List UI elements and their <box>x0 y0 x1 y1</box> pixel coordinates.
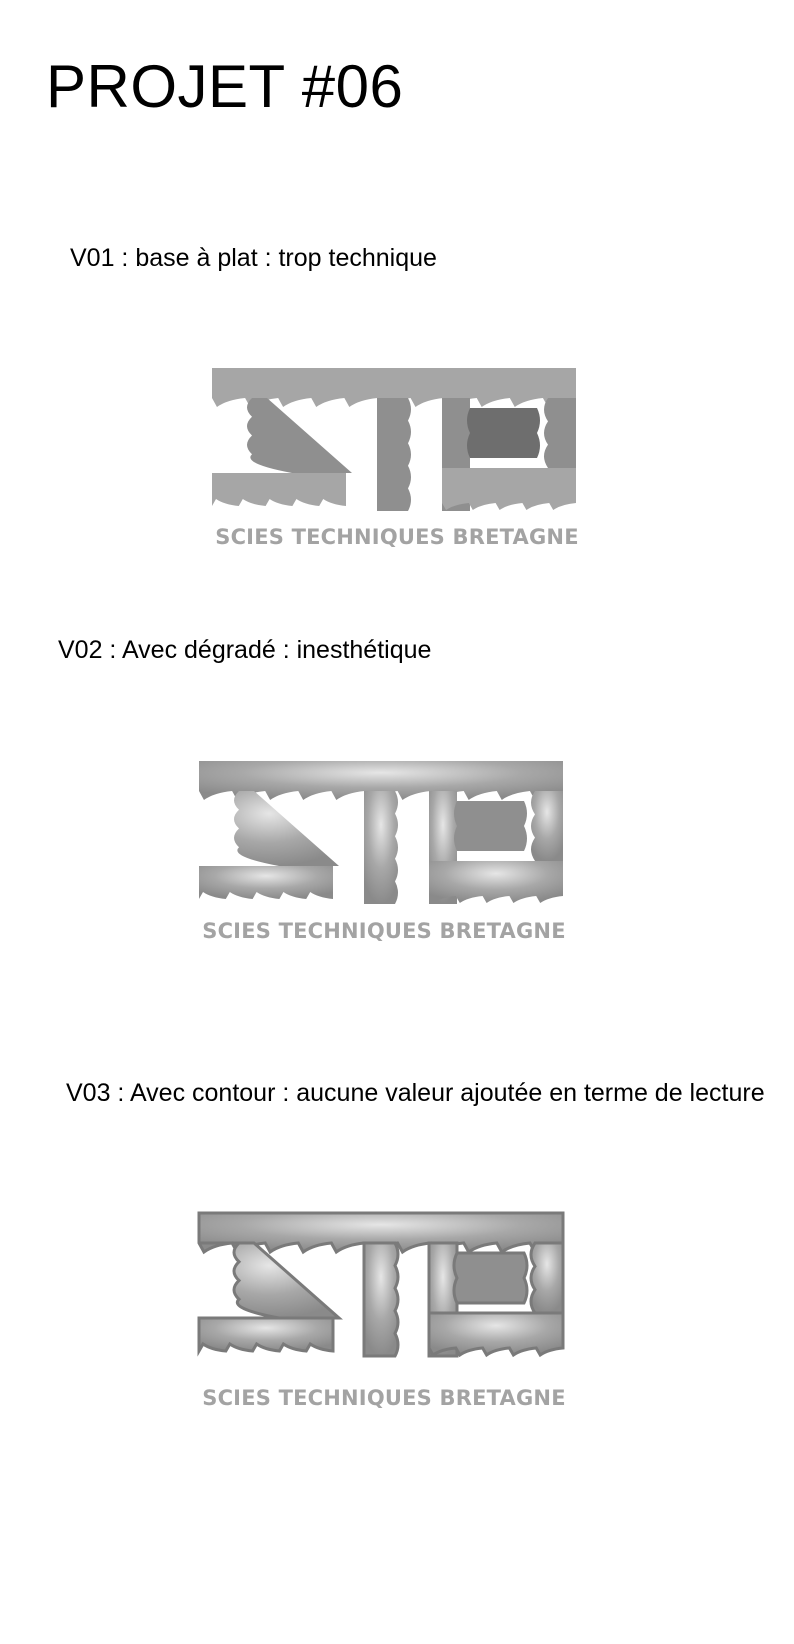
logo-mark <box>199 761 569 911</box>
stb-logo-gradient <box>199 761 569 943</box>
s-diagonal-blade <box>199 791 339 866</box>
b-right-column <box>531 1243 563 1313</box>
b-inner-block <box>467 408 540 458</box>
stb-logo-flat <box>212 368 582 549</box>
stb-logo-svg <box>199 761 569 911</box>
stb-logo-svg <box>199 1213 569 1363</box>
logo-tagline: SCIES TECHNIQUES BRETAGNE <box>202 919 566 943</box>
b-bottom-bar <box>429 861 563 903</box>
logo-mark <box>212 368 582 518</box>
s-bottom-bar <box>199 1318 333 1351</box>
version-caption-v03: V03 : Avec contour : aucune valeur ajoutée en terme de lecture <box>66 1079 765 1107</box>
logo-mark <box>199 1213 569 1363</box>
s-bottom-bar <box>199 866 333 899</box>
version-caption-v02: V02 : Avec dégradé : inesthétique <box>58 636 432 664</box>
b-bottom-bar <box>429 1313 563 1355</box>
b-right-column <box>531 791 563 861</box>
stb-logo-svg <box>212 368 582 518</box>
t-vertical-blade <box>377 398 411 511</box>
t-vertical-blade <box>364 1243 398 1356</box>
t-vertical-blade <box>364 791 398 904</box>
stb-logo-outline <box>199 1213 569 1410</box>
b-inner-block <box>454 1253 527 1303</box>
s-diagonal-blade <box>199 1243 339 1318</box>
version-caption-v01: V01 : base à plat : trop technique <box>70 244 437 272</box>
b-right-column <box>544 398 576 468</box>
b-bottom-bar <box>442 468 576 510</box>
b-inner-block <box>454 801 527 851</box>
s-bottom-bar <box>212 473 346 506</box>
page-title: PROJET #06 <box>46 53 404 120</box>
logo-tagline: SCIES TECHNIQUES BRETAGNE <box>215 525 579 549</box>
logo-tagline: SCIES TECHNIQUES BRETAGNE <box>202 1386 566 1410</box>
s-diagonal-blade <box>212 398 352 473</box>
